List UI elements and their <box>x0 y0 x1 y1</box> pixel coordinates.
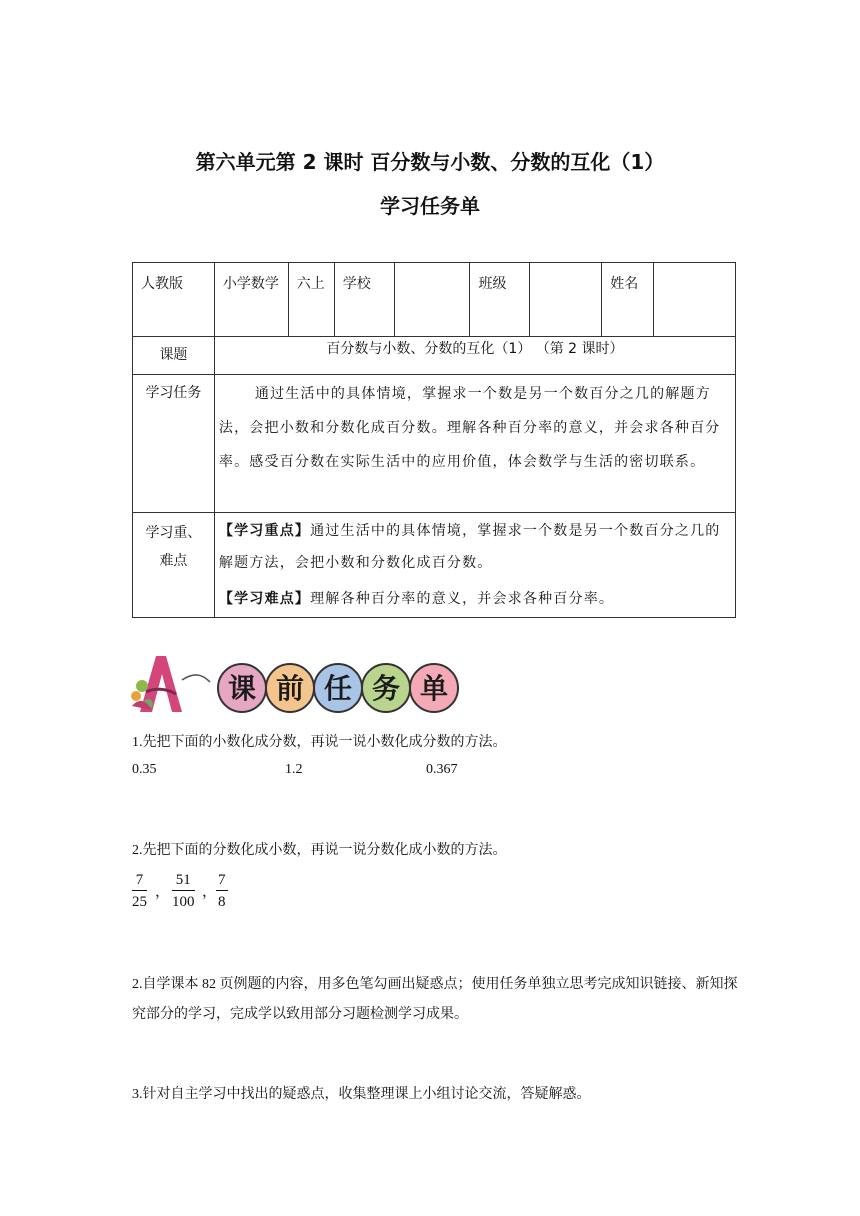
banner-char: 前 <box>275 672 305 705</box>
fraction-1-numerator: 7 <box>132 870 147 891</box>
banner-char: 务 <box>371 672 401 705</box>
fraction-3 <box>216 870 228 913</box>
class-label: 班级 <box>470 263 530 337</box>
key-text: 通过生活中的具体情境，掌握求一个数是另一个数百分之几的解题方法，会把小数和分数化成百分数。 <box>218 523 721 571</box>
fraction-3-numerator: 7 <box>216 870 228 891</box>
keypoints-label: 学习重、难点 <box>133 513 215 618</box>
task-label: 学习任务 <box>133 375 215 513</box>
banner-letter: A <box>32 550 33 551</box>
question-1: 1.先把下面的小数化成分数，再说一说小数化成分数的方法。 <box>132 735 507 750</box>
banner-char: 课 <box>227 672 257 705</box>
fraction-2-numerator: 51 <box>172 870 195 891</box>
topic-label: 课题 <box>133 337 215 375</box>
difficult-tag: 【学习难点】 <box>218 591 311 607</box>
fraction-1 <box>132 870 147 913</box>
task-text: 通过生活中的具体情境，掌握求一个数是另一个数百分之几的解题方法，会把小数和分数化成百分数。理解各种百分率的意义，并会求各种百分率。感受百分数在实际生活中的应用价值，体会数学与生活的密切联系。 <box>214 375 735 513</box>
grade-cell: 六上 <box>288 263 334 337</box>
topic-value: 百分数与小数、分数的互化（1） （第 2 课时） <box>214 337 735 375</box>
question-4: 3.针对自主学习中找出的疑惑点，收集整理课上小组讨论交流，答疑解惑。 <box>132 1087 591 1102</box>
key-tag: 【学习重点】 <box>218 523 311 539</box>
name-label: 姓名 <box>602 263 654 337</box>
fraction-2-denominator: 100 <box>172 894 195 910</box>
page-title: 第六单元第 2 课时 百分数与小数、分数的互化（1） <box>195 150 665 174</box>
school-label: 学校 <box>334 263 394 337</box>
decimal-1: 0.35 <box>132 762 157 777</box>
info-table <box>132 262 736 618</box>
separator-2: ， <box>202 884 218 900</box>
banner-char: 单 <box>419 672 449 705</box>
decimal-2: 1.2 <box>285 762 303 777</box>
banner-char: 任 <box>323 672 353 705</box>
fraction-3-denominator: 8 <box>218 894 226 910</box>
fraction-1-denominator: 25 <box>132 894 147 910</box>
question-2: 2.先把下面的分数化成小数，再说一说分数化成小数的方法。 <box>132 843 507 858</box>
decimal-3: 0.367 <box>426 762 458 777</box>
school-field[interactable] <box>394 263 470 337</box>
keypoints-text <box>214 513 735 618</box>
page-subtitle: 学习任务单 <box>380 194 480 218</box>
class-field[interactable] <box>530 263 602 337</box>
separator-1: ， <box>155 884 171 900</box>
subject-cell: 小学数学 <box>214 263 288 337</box>
question-3: 2.自学课本 82 页例题的内容，用多色笔勾画出疑惑点；使用任务单独立思考完成知识链接、新知探究部分的学习，完成学以致用部分习题检测学习成果。 <box>132 977 738 1022</box>
difficult-text: 理解各种百分率的意义，并会求各种百分率。 <box>310 591 615 607</box>
fraction-2 <box>172 870 195 913</box>
publisher-cell: 人教版 <box>133 263 215 337</box>
name-field[interactable] <box>654 263 736 337</box>
